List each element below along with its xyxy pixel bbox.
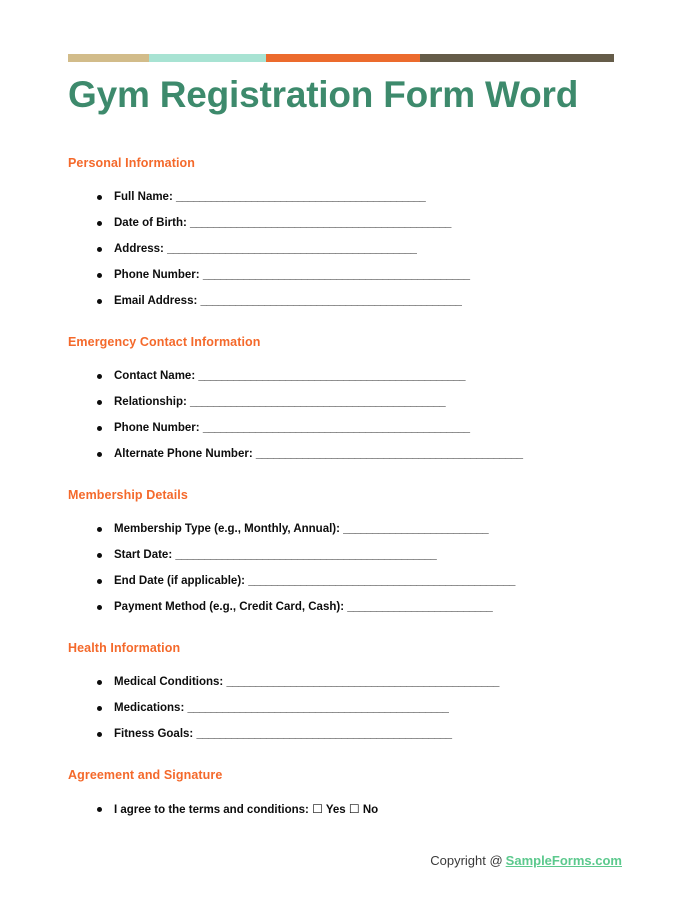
field-blank-rule: ____________________________________________ xyxy=(196,728,452,740)
list-item[interactable] xyxy=(68,575,624,588)
list-item[interactable] xyxy=(68,676,624,689)
field-blank-rule: _________________________ xyxy=(343,523,489,535)
field-blank-rule: ______________________________________________ xyxy=(202,269,470,281)
field-label: Fitness Goals: xyxy=(114,728,194,740)
list-item[interactable] xyxy=(68,523,624,536)
footer xyxy=(0,852,622,870)
accent-segment-tan xyxy=(68,54,149,62)
checkbox-no-label: No xyxy=(362,804,379,816)
list-item[interactable] xyxy=(68,728,624,741)
bullet-icon xyxy=(97,247,102,252)
field-label: Relationship: xyxy=(114,396,187,408)
section-heading: Membership Details xyxy=(68,488,188,502)
field-blank-rule: _____________________________________________ xyxy=(187,702,449,714)
field-label: End Date (if applicable): xyxy=(114,575,245,587)
section-membership-details xyxy=(68,487,624,614)
form-body xyxy=(68,155,624,843)
checkbox-yes-label: Yes xyxy=(325,804,346,816)
bullet-icon xyxy=(97,452,102,457)
bullet-icon xyxy=(97,605,102,610)
field-list xyxy=(68,191,624,308)
bullet-icon xyxy=(97,195,102,200)
list-item[interactable] xyxy=(68,702,624,715)
bullet-icon xyxy=(97,221,102,226)
bullet-icon xyxy=(97,527,102,532)
bullet-icon xyxy=(97,680,102,685)
field-blank-rule: ______________________________________________ xyxy=(198,370,465,382)
section-personal-information xyxy=(68,155,624,308)
bullet-icon xyxy=(97,374,102,379)
list-item[interactable] xyxy=(68,549,624,562)
field-label: Date of Birth: xyxy=(114,217,187,229)
section-agreement-and-signature xyxy=(68,767,624,817)
field-list xyxy=(68,370,624,461)
accent-bar xyxy=(68,54,614,62)
checkbox-no[interactable]: ☐ xyxy=(348,803,360,816)
list-item[interactable] xyxy=(68,601,624,614)
accent-segment-brown xyxy=(420,54,614,62)
brand-link[interactable]: SampleForms.com xyxy=(505,853,622,868)
field-label: Phone Number: xyxy=(114,422,200,434)
field-blank-rule: _______________________________________________ xyxy=(226,676,499,688)
field-label: Alternate Phone Number: xyxy=(114,448,253,460)
bullet-icon xyxy=(97,579,102,584)
copyright-text: Copyright @ xyxy=(430,853,503,868)
field-label: Full Name: xyxy=(114,191,173,203)
field-blank-rule: ___________________________________________ xyxy=(167,243,417,255)
field-list xyxy=(68,803,624,817)
bullet-icon xyxy=(97,706,102,711)
field-label: Email Address: xyxy=(114,295,198,307)
field-blank-rule: ___________________________________________ xyxy=(176,191,426,203)
bullet-icon xyxy=(97,553,102,558)
field-blank-rule: _____________________________________________ xyxy=(200,295,462,307)
list-item[interactable] xyxy=(68,396,624,409)
field-blank-rule: ______________________________________________ xyxy=(202,422,470,434)
list-item[interactable] xyxy=(68,370,624,383)
accent-segment-orange xyxy=(266,54,420,62)
section-heading: Agreement and Signature xyxy=(68,768,223,782)
list-item[interactable] xyxy=(68,217,624,230)
field-blank-rule: _____________________________________________ xyxy=(190,217,451,229)
field-list xyxy=(68,523,624,614)
bullet-icon xyxy=(97,807,102,812)
field-blank-rule: ____________________________________________ xyxy=(190,396,446,408)
section-heading: Health Information xyxy=(68,641,181,655)
field-blank-rule: _____________________________________________ xyxy=(175,549,437,561)
field-label: Membership Type (e.g., Monthly, Annual): xyxy=(114,523,340,535)
list-item[interactable] xyxy=(68,191,624,204)
section-heading: Emergency Contact Information xyxy=(68,335,261,349)
field-label: Contact Name: xyxy=(114,370,196,382)
agreement-label: I agree to the terms and conditions: xyxy=(114,804,309,816)
page-title: Gym Registration Form Word xyxy=(68,74,579,115)
field-label: Medical Conditions: xyxy=(114,676,224,688)
list-item[interactable] xyxy=(68,295,624,308)
field-list xyxy=(68,676,624,741)
section-emergency-contact-information xyxy=(68,334,624,461)
list-item[interactable] xyxy=(68,422,624,435)
list-item[interactable] xyxy=(68,448,624,461)
field-blank-rule: ______________________________________________ xyxy=(248,575,515,587)
bullet-icon xyxy=(97,426,102,431)
section-health-information xyxy=(68,640,624,741)
accent-segment-mint xyxy=(149,54,266,62)
field-label: Payment Method (e.g., Credit Card, Cash): xyxy=(114,601,345,613)
bullet-icon xyxy=(97,400,102,405)
list-item[interactable] xyxy=(68,269,624,282)
field-label: Start Date: xyxy=(114,549,173,561)
bullet-icon xyxy=(97,299,102,304)
checkbox-yes[interactable]: ☐ xyxy=(312,803,323,816)
field-blank-rule: ______________________________________________ xyxy=(255,448,523,460)
list-item-agreement[interactable] xyxy=(68,803,624,817)
field-label: Address: xyxy=(114,243,164,255)
bullet-icon xyxy=(97,732,102,737)
section-heading: Personal Information xyxy=(68,156,196,170)
field-blank-rule: _________________________ xyxy=(347,601,493,613)
list-item[interactable] xyxy=(68,243,624,256)
bullet-icon xyxy=(97,273,102,278)
field-label: Medications: xyxy=(114,702,185,714)
field-label: Phone Number: xyxy=(114,269,200,281)
